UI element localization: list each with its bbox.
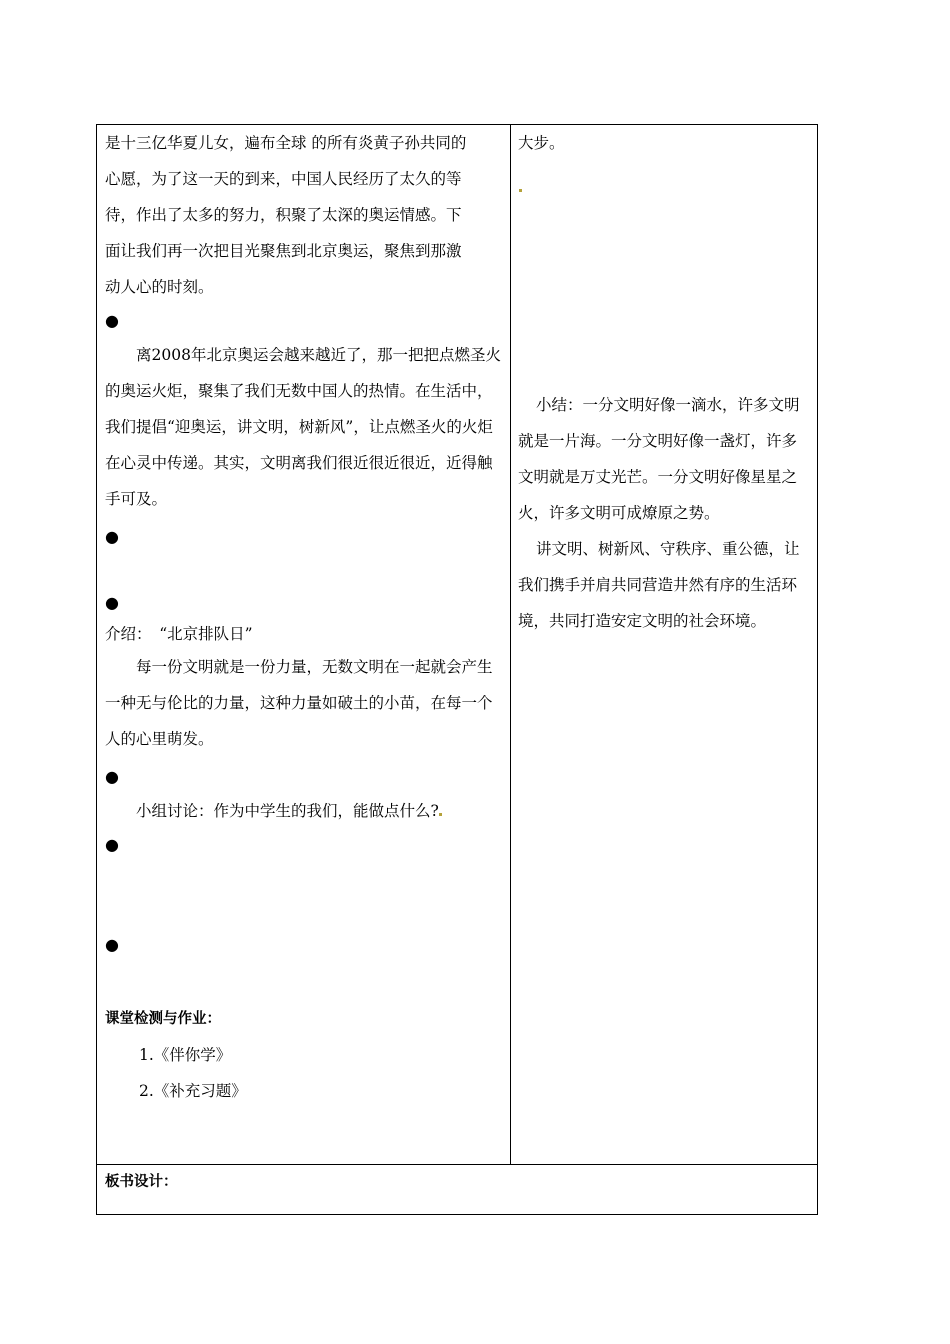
left-column: [105, 125, 503, 1109]
olympic-paragraph: 离2008年北京奥运会越来越近了，那一把把点燃圣火的奥运火炬，聚集了我们无数中国人的热情。在生活中，我们提倡“迎奥运，讲文明，树新风”，让点燃圣火的火炬在心灵中传递。其实，文明离我们很近很近很近，近得触手可及。: [105, 346, 501, 508]
power-paragraph: 每一份文明就是一份力量，无数文明在一起就会产生一种无与伦比的力量，这种力量如破土的小苗，在每一个人的心里萌发。: [105, 658, 493, 748]
homework-item: 1.《伴你学》: [139, 1046, 232, 1064]
blank-space: [518, 161, 812, 387]
bullet-marker: ●: [105, 527, 119, 546]
blank-space: [105, 961, 503, 1001]
board-design-label: 板书设计：: [105, 1174, 178, 1190]
intro-line: 是十三亿华夏儿女，遍布全球 的所有炎黄子孙共同的: [105, 134, 467, 152]
intro-line: 面让我们再一次把目光聚焦到北京奥运，聚焦到那激: [105, 242, 462, 260]
summary-paragraph: 小结：一分文明好像一滴水，许多文明就是一片海。一分文明好像一盏灯，许多文明就是万丈光芒。一分文明好像星星之火，许多文明可成燎原之势。: [518, 396, 800, 522]
bullet-marker: ●: [105, 311, 119, 330]
bullet-marker: ●: [105, 935, 119, 954]
bullet-marker: ●: [105, 835, 119, 854]
intro-line: 待，作出了太多的努力，积聚了太深的奥运情感。下: [105, 206, 462, 224]
intro-label: 介绍： “北京排队日”: [105, 625, 253, 643]
closing-paragraph: 讲文明、树新风、守秩序、重公德，让我们携手并肩共同营造井然有序的生活环境，共同打造安定文明的社会环境。: [518, 540, 800, 630]
homework-title: 课堂检测与作业：: [105, 1011, 221, 1027]
blank-space: [105, 861, 503, 929]
bullet-marker: ●: [105, 767, 119, 786]
intro-line: 动人心的时刻。: [105, 278, 214, 296]
bullet-marker: ●: [105, 593, 119, 612]
right-column: [518, 125, 812, 639]
continuation-text: 大步。: [518, 134, 565, 152]
discussion-prompt: 小组讨论：作为中学生的我们，能做点什么?: [105, 793, 503, 829]
row-divider: [96, 1164, 818, 1165]
mark-dot: [519, 189, 522, 192]
homework-item: 2.《补充习题》: [139, 1082, 247, 1100]
column-divider: [510, 124, 511, 1165]
mark-dot: [439, 813, 442, 816]
intro-line: 心愿，为了这一天的到来，中国人民经历了太久的等: [105, 170, 462, 188]
blank-space: [105, 553, 503, 587]
